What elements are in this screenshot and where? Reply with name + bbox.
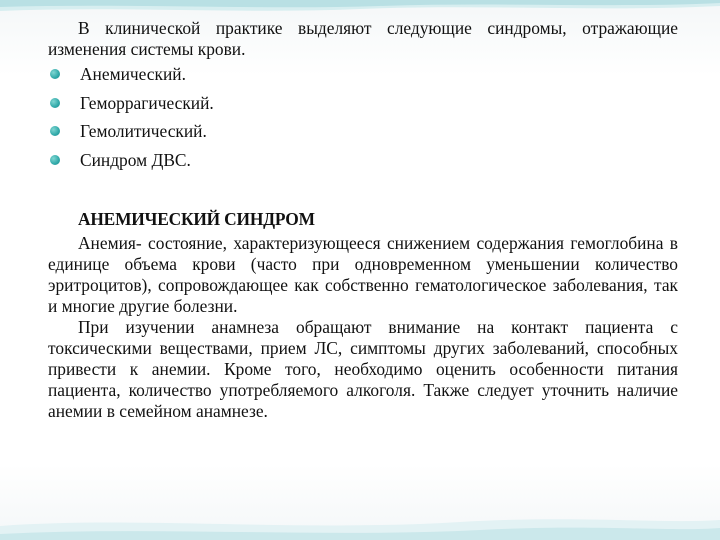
top-wave-decoration	[0, 0, 720, 20]
list-item	[48, 89, 678, 118]
bullet-dot-icon	[50, 69, 60, 79]
list-item-label: Анемический.	[80, 64, 186, 84]
list-item	[48, 146, 678, 175]
section-heading: АНЕМИЧЕСКИЙ СИНДРОМ	[78, 209, 315, 229]
list-item	[48, 60, 678, 89]
bullet-dot-icon	[50, 126, 60, 136]
anamnesis-paragraph: При изучении анамнеза обращают внимание на контакт пациента с токсическими веществами, прием ЛС, симптомы других заболеваний, способных привести к анемии. Кроме того, необходимо оценить особенности питания пациента, количество употребляемого алкоголя. Также следует уточнить наличие анемии в семейном анамнезе.	[48, 317, 678, 421]
anemia-definition-paragraph: Анемия- состояние, характеризующееся снижением содержания гемоглобина в единице объема крови (часто при одновременном уменьшении количество эритроцитов), сопровождающее как собственно гематологическое заболевания, так и многие другие болезни.	[48, 233, 678, 316]
list-item-label: Геморрагический.	[80, 92, 214, 113]
intro-paragraph: В клинической практике выделяют следующие синдромы, отражающие изменения системы крови.	[48, 18, 678, 59]
slide-content	[48, 18, 678, 422]
bottom-wave-decoration	[0, 506, 720, 540]
list-item-label: Синдром ДВС.	[80, 149, 191, 170]
bullet-dot-icon	[50, 155, 60, 165]
bullet-dot-icon	[50, 98, 60, 108]
syndrome-list	[48, 60, 678, 174]
list-item-label: Гемолитический.	[80, 121, 207, 141]
list-item	[48, 117, 678, 146]
